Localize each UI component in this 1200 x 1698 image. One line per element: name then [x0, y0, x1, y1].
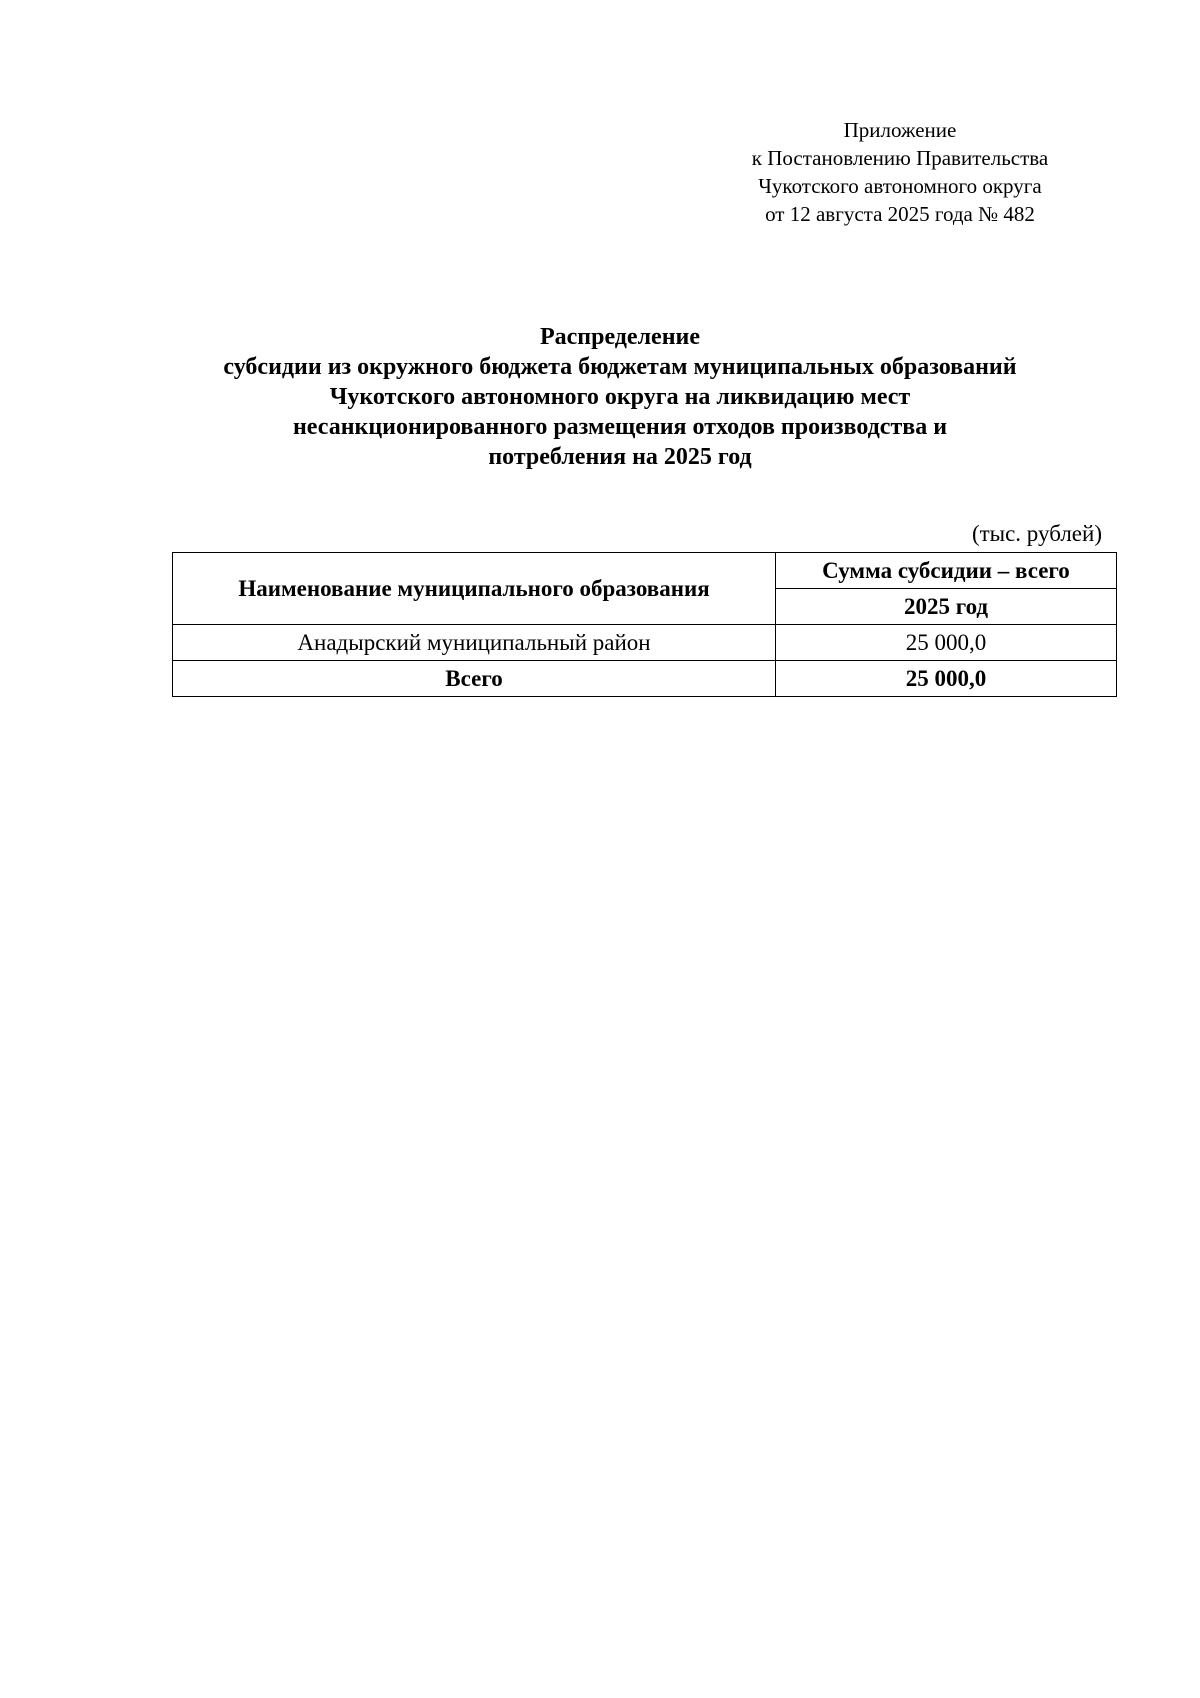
appendix-block	[690, 116, 1110, 228]
document-title	[130, 322, 1110, 472]
title-line: потребления на 2025 год	[488, 444, 752, 470]
units-label: (тыс. рублей)	[971, 521, 1102, 546]
total-name-cell: Всего	[173, 661, 776, 697]
title-line: субсидии из окружного бюджета бюджетам муниципальных образований	[223, 354, 1017, 380]
appendix-line: Чукотского автономного округа	[758, 174, 1042, 198]
appendix-line: к Постановлению Правительства	[751, 146, 1049, 170]
header-sum-cell: Сумма субсидии – всего	[776, 553, 1117, 589]
table-row	[173, 625, 1117, 661]
table-header-row	[173, 553, 1117, 589]
row-value-cell: 25 000,0	[776, 625, 1117, 661]
header-year-cell: 2025 год	[776, 589, 1117, 625]
appendix-line: от 12 августа 2025 года № 482	[765, 202, 1035, 226]
title-line: несанкционированного размещения отходов производства и	[292, 414, 948, 440]
total-value-cell: 25 000,0	[776, 661, 1117, 697]
table-total-row	[173, 661, 1117, 697]
title-line: Распределение	[539, 324, 701, 350]
header-name-cell: Наименование муниципального образования	[173, 553, 776, 625]
subsidy-table	[172, 552, 1117, 697]
title-line: Чукотского автономного округа на ликвидацию мест	[329, 384, 911, 410]
row-name-cell: Анадырский муниципальный район	[173, 625, 776, 661]
appendix-line: Приложение	[843, 118, 957, 142]
